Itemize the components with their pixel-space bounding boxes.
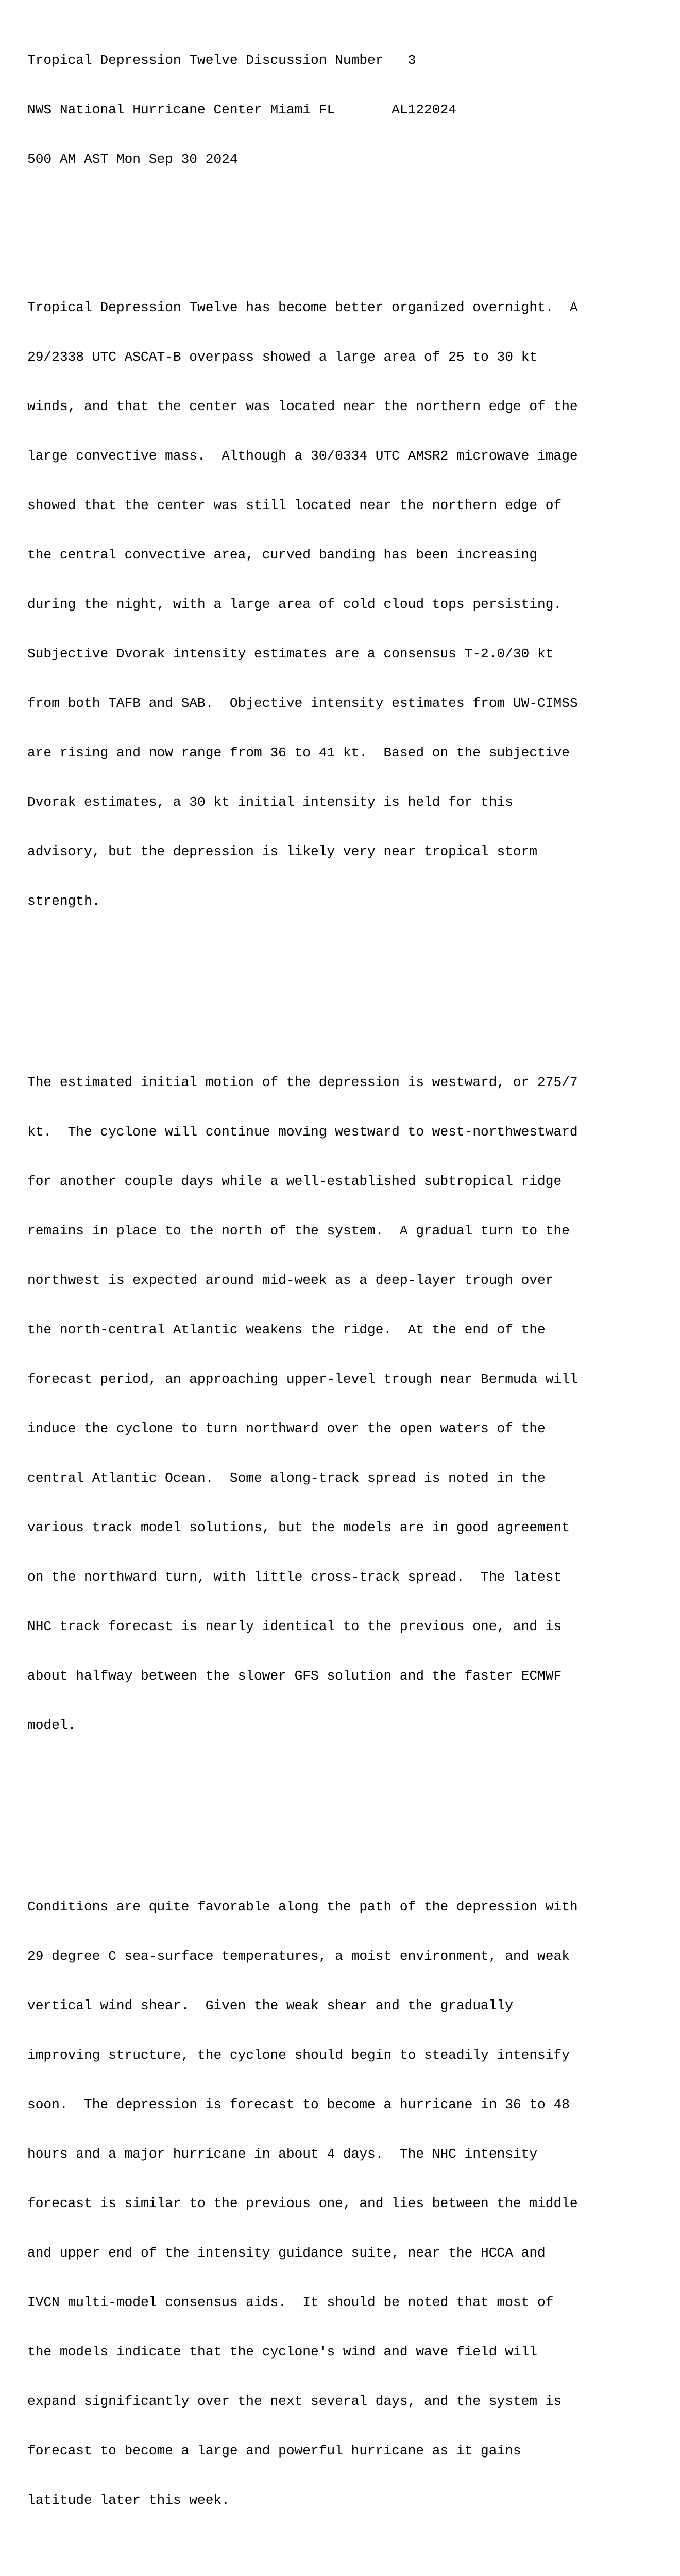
text-line: NHC track forecast is nearly identical to the previous one, and is xyxy=(27,1619,562,1634)
text-line: during the night, with a large area of cold cloud tops persisting. xyxy=(27,597,562,612)
text-line: Tropical Depression Twelve has become better organized overnight. A xyxy=(27,300,578,315)
text-line: hours and a major hurricane in about 4 days. The NHC intensity xyxy=(27,2146,538,2162)
text-line: soon. The depression is forecast to become a hurricane in 36 to 48 xyxy=(27,2097,570,2112)
text-line: the models indicate that the cyclone's wind and wave field will xyxy=(27,2344,538,2360)
text-line: kt. The cyclone will continue moving westward to west-northwestward xyxy=(27,1124,578,1140)
text-line: strength. xyxy=(27,893,100,909)
text-line: northwest is expected around mid-week as a deep-layer trough over xyxy=(27,1273,554,1288)
text-line: about halfway between the slower GFS solution and the faster ECMWF xyxy=(27,1668,562,1684)
text-line: showed that the center was still located near the northern edge of xyxy=(27,498,562,513)
text-line: various track model solutions, but the models are in good agreement xyxy=(27,1520,570,1535)
text-line: large convective mass. Although a 30/0334 UTC AMSR2 microwave image xyxy=(27,448,578,464)
text-line: and upper end of the intensity guidance suite, near the HCCA and xyxy=(27,2245,546,2261)
text-line: are rising and now range from 36 to 41 kt. Based on the subjective xyxy=(27,745,570,760)
text-line: induce the cyclone to turn northward over the open waters of the xyxy=(27,1421,546,1436)
paragraph-intensity xyxy=(27,266,671,942)
text-line: IVCN multi-model consensus aids. It should be noted that most of xyxy=(27,2295,554,2310)
text-line: 29/2338 UTC ASCAT-B overpass showed a large area of 25 to 30 kt xyxy=(27,349,538,365)
paragraph-track xyxy=(27,1041,671,1767)
text-line: forecast period, an approaching upper-level trough near Bermuda will xyxy=(27,1371,578,1387)
text-line: latitude later this week. xyxy=(27,2493,230,2508)
blank-line xyxy=(27,200,671,217)
text-line: improving structure, the cyclone should begin to steadily intensify xyxy=(27,2047,570,2063)
header-issue-time: 500 AM AST Mon Sep 30 2024 xyxy=(27,151,238,167)
text-line: from both TAFB and SAB. Objective intensity estimates from UW-CIMSS xyxy=(27,696,578,711)
header-title: Tropical Depression Twelve Discussion Number 3 xyxy=(27,53,416,68)
text-line: vertical wind shear. Given the weak shear and the gradually xyxy=(27,1998,513,2013)
text-line: forecast is similar to the previous one, and lies between the middle xyxy=(27,2196,578,2211)
text-line: Dvorak estimates, a 30 kt initial intensity is held for this xyxy=(27,794,513,810)
blank-line xyxy=(27,1800,671,1816)
text-line: forecast to become a large and powerful hurricane as it gains xyxy=(27,2443,521,2459)
text-line: model. xyxy=(27,1718,76,1733)
blank-line xyxy=(27,975,671,992)
text-line: the north-central Atlantic weakens the ridge. At the end of the xyxy=(27,1322,546,1337)
text-line: central Atlantic Ocean. Some along-track spread is noted in the xyxy=(27,1470,546,1486)
text-line: advisory, but the depression is likely very near tropical storm xyxy=(27,844,538,859)
text-line: Subjective Dvorak intensity estimates are a consensus T-2.0/30 kt xyxy=(27,646,554,662)
header-office: NWS National Hurricane Center Miami FL AL122024 xyxy=(27,102,456,117)
text-line: The estimated initial motion of the depression is westward, or 275/7 xyxy=(27,1075,578,1090)
text-line: the central convective area, curved banding has been increasing xyxy=(27,547,538,563)
discussion-document xyxy=(27,19,671,2576)
text-line: for another couple days while a well-established subtropical ridge xyxy=(27,1174,562,1189)
text-line: 29 degree C sea-surface temperatures, a moist environment, and weak xyxy=(27,1948,570,1964)
text-line: expand significantly over the next several days, and the system is xyxy=(27,2394,562,2409)
text-line: remains in place to the north of the system. A gradual turn to the xyxy=(27,1223,570,1239)
text-line: winds, and that the center was located near the northern edge of the xyxy=(27,399,578,414)
paragraph-conditions xyxy=(27,1866,671,2541)
text-line: on the northward turn, with little cross-track spread. The latest xyxy=(27,1569,562,1585)
text-line: Conditions are quite favorable along the path of the depression with xyxy=(27,1899,578,1914)
